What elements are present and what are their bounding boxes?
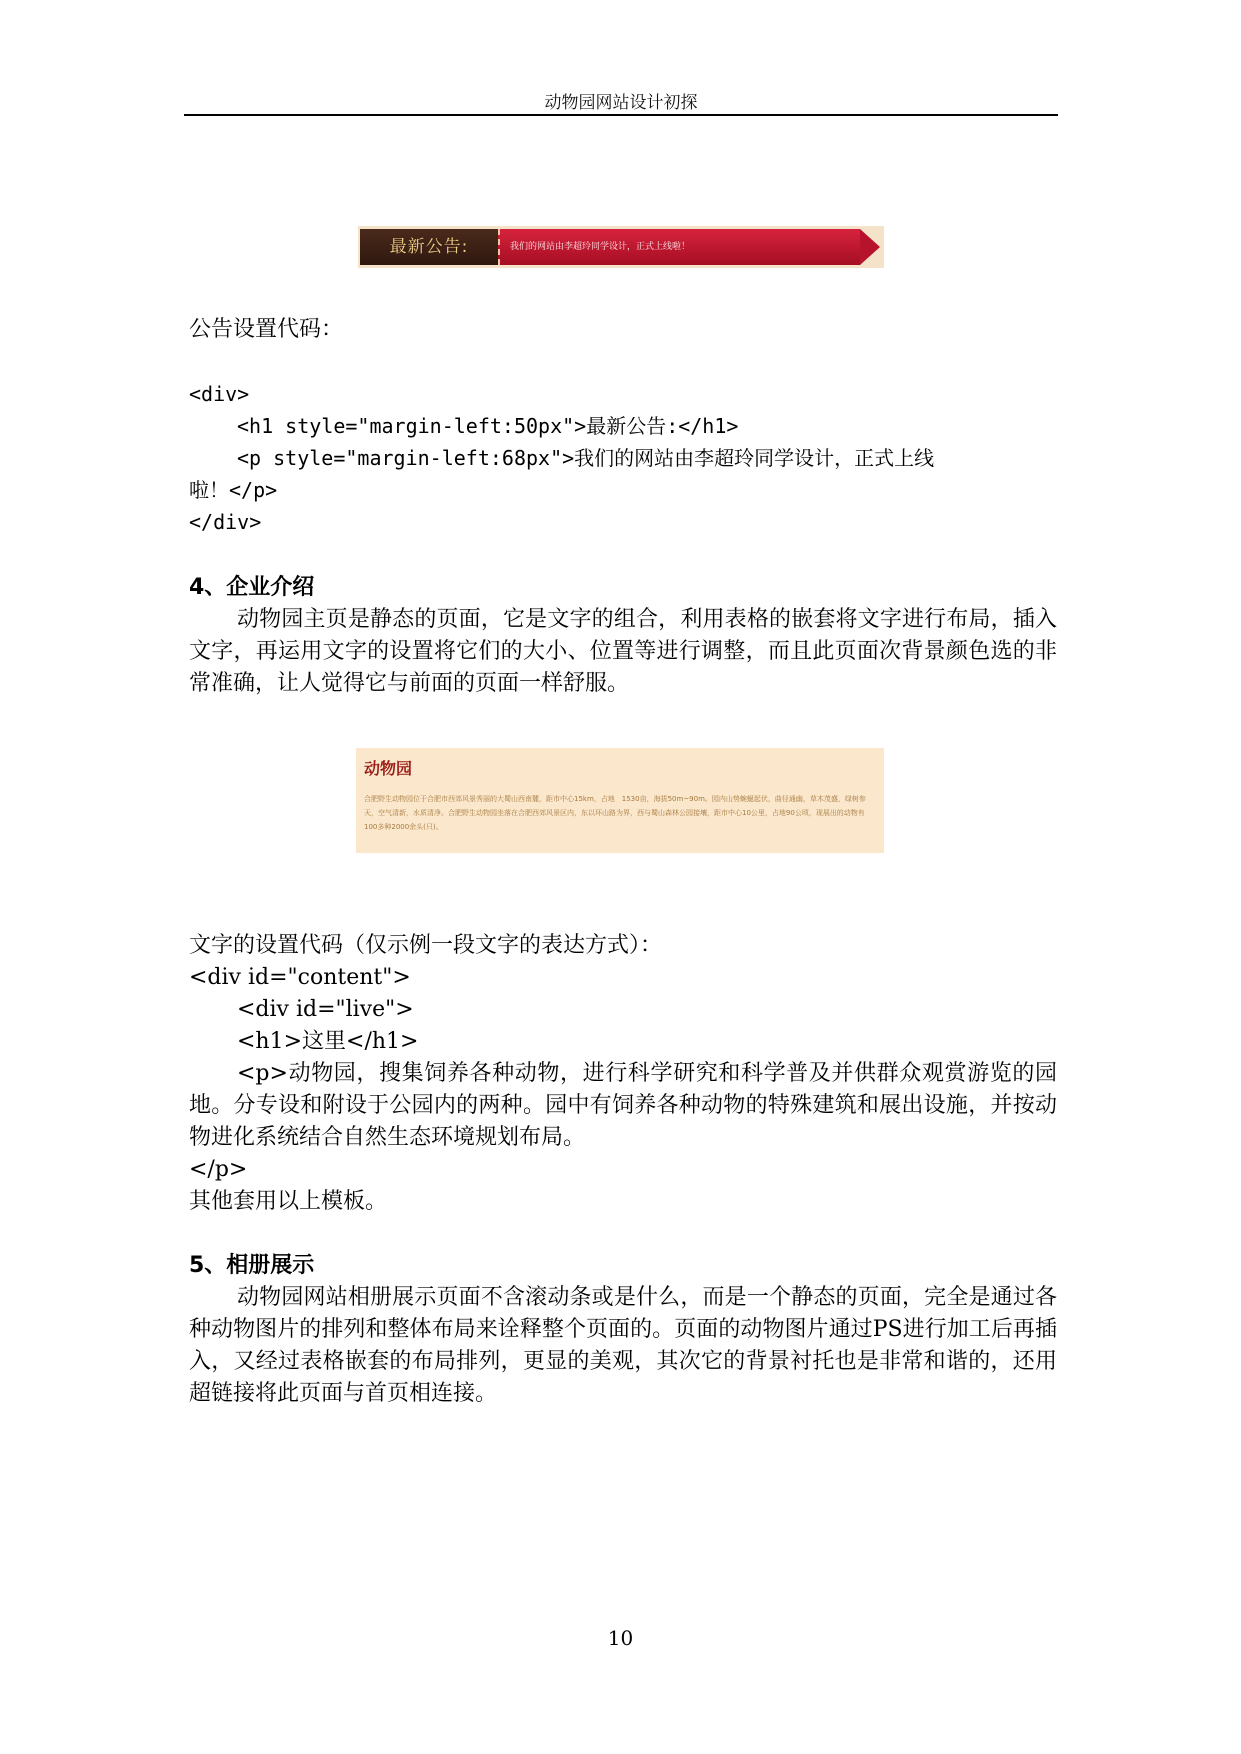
zoo-intro-body: 合肥野生动物园位于合肥市西郊风景秀丽的大蜀山西南麓，距市中心15km，占地 1530亩，海拔50m~90m。园内山势蜿蜒起伏，曲径通幽，草木茂盛，绿树参天，空气清新，水质清净。合肥野生动物园坐落在合肥西郊风景区内，东以环山路为界，西与蜀山森林公园接壤，距市中心10公里，占地90公顷，现展出的动物有100多种2000余头(只)。 <box>364 795 866 831</box>
code1-line: <div> <box>189 382 250 406</box>
notice-banner-image <box>358 226 884 268</box>
section5-paragraph: 动物园网站相册展示页面不含滚动条或是什么，而是一个静态的页面，完全是通过各种动物图片的排列和整体布局来诠释整个页面的。页面的动物图片通过PS进行加工后再插入，又经过表格嵌套的布局排列，更显的美观，其次它的背景衬托也是非常和谐的，还用超链接将此页面与首页相连接。 <box>189 1285 1057 1406</box>
notice-divider <box>498 229 505 265</box>
code1-line: 啦！</p> <box>189 478 278 502</box>
code2-paragraph: <p>动物园，搜集饲养各种动物，进行科学研究和科学普及并供群众观赏游览的园地。分专设和附设于公园内的两种。园中有饲养各种动物的特殊建筑和展出设施，并按动物进化系统结合自然生态环境规划布局。 <box>189 1061 1057 1150</box>
code1-line: </div> <box>189 510 262 534</box>
page-number: 10 <box>607 1626 634 1650</box>
header-rule <box>184 114 1058 116</box>
code2-line: <div id="live"> <box>237 997 414 1022</box>
zoo-intro-title: 动物园 <box>364 759 413 778</box>
zoo-intro-image <box>356 748 884 853</box>
section5-heading: 5、相册展示 <box>189 1253 315 1278</box>
notice-label: 最新公告: <box>389 237 469 257</box>
section4-heading: 4、企业介绍 <box>189 575 315 600</box>
code2-note: 其他套用以上模板。 <box>189 1189 388 1214</box>
code2-line: <h1>这里</h1> <box>237 1029 419 1054</box>
section4-paragraph: 动物园主页是静态的页面，它是文字的组合，利用表格的嵌套将文字进行布局，插入文字，再运用文字的设置将它们的大小、位置等进行调整，而且此页面次背景颜色选的非常准确，让人觉得它与前面的页面一样舒服。 <box>189 607 1057 696</box>
code1-caption: 公告设置代码： <box>189 317 344 342</box>
code2-caption: 文字的设置代码（仅示例一段文字的表达方式）： <box>189 933 663 958</box>
code1-line: <h1 style="margin-left:50px">最新公告:</h1> <box>237 414 739 438</box>
notice-text: 我们的网站由李超玲同学设计，正式上线啦！ <box>510 242 691 252</box>
running-header: 动物园网站设计初探 <box>544 93 698 113</box>
code1-line: <p style="margin-left:68px">我们的网站由李超玲同学设计，正式上线 <box>237 446 935 470</box>
code2-line: <div id="content"> <box>189 965 411 990</box>
code2-line-end: </p> <box>189 1157 248 1182</box>
notice-arrow-icon <box>860 229 880 265</box>
